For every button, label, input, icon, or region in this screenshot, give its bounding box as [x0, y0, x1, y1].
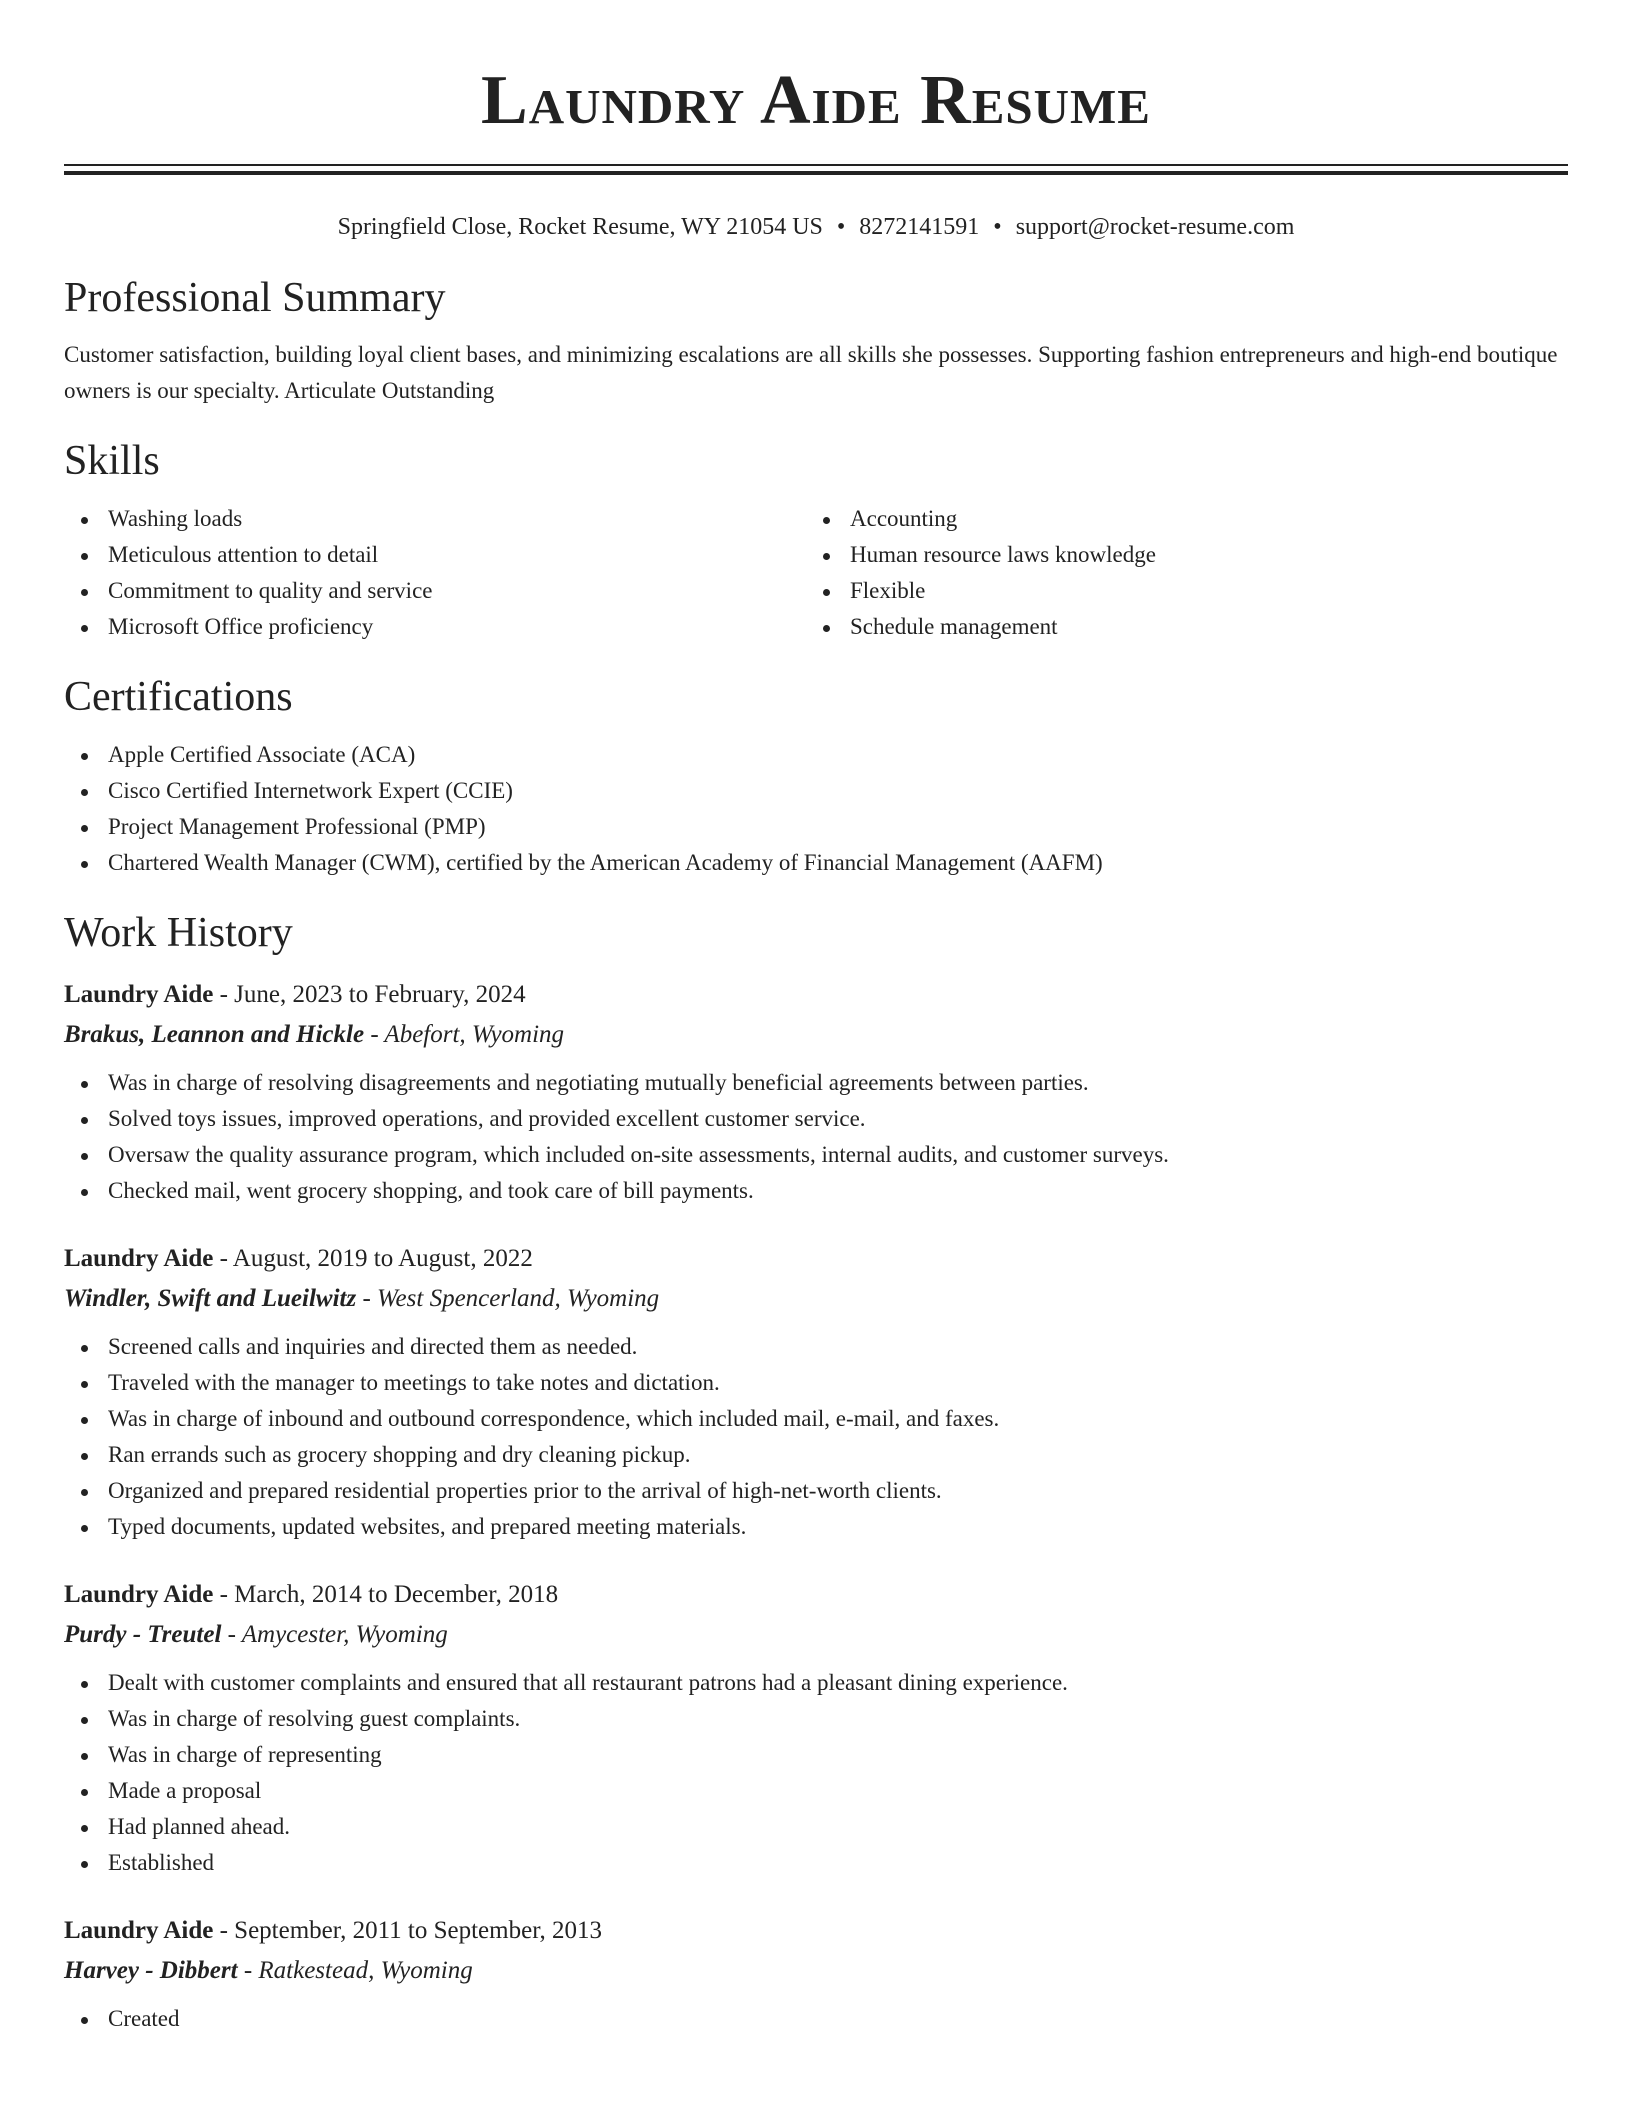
summary-heading: Professional Summary: [64, 275, 446, 321]
job-title-line: [64, 1575, 1568, 1615]
contact-separator: •: [993, 214, 1002, 240]
duty-item: Made a proposal: [64, 1773, 1568, 1809]
job-title-line: [64, 1239, 1568, 1279]
job-dates: - March, 2014 to December, 2018: [213, 1581, 559, 1608]
job-role: Laundry Aide: [64, 1581, 214, 1608]
duty-item: Oversaw the quality assurance program, which included on-site assessments, internal audits, and customer surveys.: [64, 1137, 1568, 1173]
job-employer: Windler, Swift and Lueilwitz: [64, 1285, 357, 1312]
job-role: Laundry Aide: [64, 981, 214, 1008]
job-entry: [64, 1239, 1568, 1545]
summary-text: Customer satisfaction, building loyal client bases, and minimizing escalations are all skills she possesses. Supporting fashion entrepreneurs and high-end boutique owners is our specialty. Articulate Outstanding: [64, 342, 1558, 403]
contact-line: [64, 211, 1568, 243]
duty-item: Traveled with the manager to meetings to take notes and dictation.: [64, 1365, 1568, 1401]
job-location: - Amycester, Wyoming: [221, 1621, 448, 1648]
title-divider-thin: [64, 164, 1568, 166]
duty-item: Had planned ahead.: [64, 1809, 1568, 1845]
skill-item: Meticulous attention to detail: [64, 537, 806, 573]
title-divider-thick: [64, 171, 1568, 175]
skill-item: Washing loads: [64, 501, 806, 537]
job-duties-list: [64, 1329, 1568, 1545]
job-employer-line: [64, 1951, 1568, 1991]
duty-item: Was in charge of representing: [64, 1737, 1568, 1773]
certifications-heading: Certifications: [64, 674, 293, 720]
duty-item: Typed documents, updated websites, and prepared meeting materials.: [64, 1509, 1568, 1545]
work-history-heading: Work History: [64, 910, 293, 956]
job-employer-line: [64, 1015, 1568, 1055]
contact-address: Springfield Close, Rocket Resume, WY 21054 US: [337, 214, 823, 240]
job-dates: - August, 2019 to August, 2022: [213, 1245, 533, 1272]
contact-separator: •: [836, 214, 846, 240]
duty-item: Created: [64, 2001, 1568, 2037]
job-employer: Harvey - Dibbert: [64, 1957, 238, 1984]
skill-item: Schedule management: [806, 609, 1548, 645]
job-entry: [64, 1575, 1568, 1881]
duty-item: Ran errands such as grocery shopping and dry cleaning pickup.: [64, 1437, 1568, 1473]
job-title-line: [64, 975, 1568, 1015]
skills-heading: Skills: [64, 438, 160, 484]
skill-item: Flexible: [806, 573, 1548, 609]
duty-item: Dealt with customer complaints and ensured that all restaurant patrons had a pleasant dining experience.: [64, 1665, 1568, 1701]
page-title: Laundry Aide Resume: [481, 62, 1151, 139]
job-dates: - September, 2011 to September, 2013: [213, 1917, 603, 1944]
skill-item: Human resource laws knowledge: [806, 537, 1548, 573]
duty-item: Was in charge of resolving guest complaints.: [64, 1701, 1568, 1737]
duty-item: Organized and prepared residential properties prior to the arrival of high-net-worth clients.: [64, 1473, 1568, 1509]
resume-page: [64, 0, 1568, 2037]
job-employer: Purdy - Treutel: [64, 1621, 222, 1648]
job-role: Laundry Aide: [64, 1245, 214, 1272]
job-duties-list: [64, 1065, 1568, 1209]
job-duties-list: [64, 2001, 1568, 2037]
job-entry: [64, 1911, 1568, 2037]
certification-item: Chartered Wealth Manager (CWM), certified by the American Academy of Financial Management (AAFM): [64, 845, 1568, 881]
job-location: - West Spencerland, Wyoming: [356, 1285, 660, 1312]
skills-right-list: [806, 501, 1548, 645]
job-title-line: [64, 1911, 1568, 1951]
job-role: Laundry Aide: [64, 1917, 214, 1944]
skill-item: Accounting: [806, 501, 1548, 537]
skill-item: Commitment to quality and service: [64, 573, 806, 609]
job-location: - Ratkestead, Wyoming: [237, 1957, 473, 1984]
duty-item: Established: [64, 1845, 1568, 1881]
certifications-list: [64, 737, 1568, 881]
certification-item: Cisco Certified Internetwork Expert (CCIE): [64, 773, 1568, 809]
contact-phone: 8272141591: [859, 214, 980, 240]
duty-item: Screened calls and inquiries and directed them as needed.: [64, 1329, 1568, 1365]
skills-section: [64, 501, 1568, 645]
skills-left-list: [64, 501, 806, 645]
duty-item: Solved toys issues, improved operations, and provided excellent customer service.: [64, 1101, 1568, 1137]
contact-email: support@rocket-resume.com: [1015, 214, 1295, 240]
job-dates: - June, 2023 to February, 2024: [213, 981, 526, 1008]
job-duties-list: [64, 1665, 1568, 1881]
job-location: - Abefort, Wyoming: [364, 1021, 565, 1048]
duty-item: Was in charge of inbound and outbound correspondence, which included mail, e-mail, and faxes.: [64, 1401, 1568, 1437]
job-employer: Brakus, Leannon and Hickle: [64, 1021, 365, 1048]
duty-item: Was in charge of resolving disagreements and negotiating mutually beneficial agreements between parties.: [64, 1065, 1568, 1101]
skill-item: Microsoft Office proficiency: [64, 609, 806, 645]
certification-item: Project Management Professional (PMP): [64, 809, 1568, 845]
certification-item: Apple Certified Associate (ACA): [64, 737, 1568, 773]
job-employer-line: [64, 1279, 1568, 1319]
duty-item: Checked mail, went grocery shopping, and took care of bill payments.: [64, 1173, 1568, 1209]
job-employer-line: [64, 1615, 1568, 1655]
job-entry: [64, 975, 1568, 1209]
